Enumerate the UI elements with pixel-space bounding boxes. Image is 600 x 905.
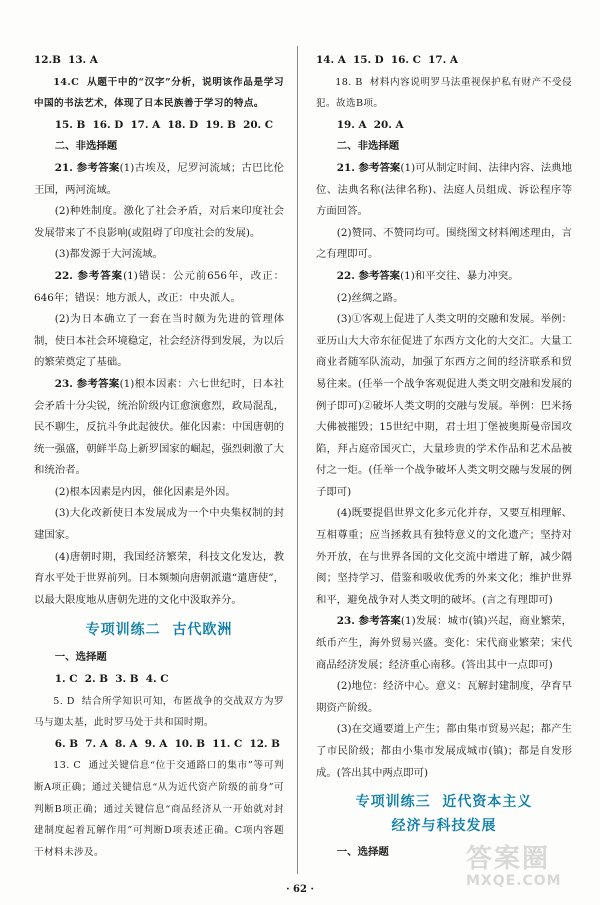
section-title: 专项训练二 古代欧洲 <box>85 622 233 639</box>
answer-line: 1. C 2. B 3. B 4. C <box>54 673 169 686</box>
answer-block: (3)在交通要道上产生；都由集市贸易兴起；都产生了市民阶级；都由小集市发展成城市(镇)；都是自发形成。(答出其中两点即可) <box>316 723 572 779</box>
watermark-logo: 答案圈 <box>466 844 551 874</box>
answer-block: (4)既要提倡世界文化多元化并存，又要互相理解、互相尊重；应当拯救具有独特意义的文化遗产；坚持对外开放，在与世界各国的文化交流中增进了解，减少隔阂；坚持学习、借鉴和吸收优秀的外来文化；维护世界和平，避免战争对人类文明的破坏。(言之有理即可) <box>316 507 572 606</box>
answer-block: (3)大化改新使日本发展成为一个中央集权制的封建国家。 <box>34 507 284 542</box>
answer-block: (2)根本因素是内因，催化因素是外因。 <box>54 485 236 498</box>
answer-block: (2)丝绸之路。 <box>336 291 404 304</box>
answer-block: (4)唐朝时期，我国经济繁荣，科技文化发达，教育水平处于世界前列。日本频频向唐朝派遣“遣唐使”，以最大限度地从唐朝先进的文化中汲取养分。 <box>34 550 284 606</box>
answer-block: 23. 参考答案(1)根本因素：六七世纪时，日本社会矛盾十分尖锐，统治阶级内讧愈演愈烈，政局混乱，民不聊生，反抗斗争此起彼伏。催化因素：中国唐朝的统一强盛，朝鲜半岛上新罗国家的崛起，强烈刺激了大和统治者。 <box>34 377 285 477</box>
section-title-line: 专项训练三 近代资本主义 <box>355 794 533 811</box>
answer-block: 23. 参考答案(1)发展：城市(镇)兴起，商业繁荣，纸币产生，海外贸易兴盛。变化：宋代商业繁荣；宋代商品经济发展；经济重心南移。(答出其中一点即可) <box>316 615 572 671</box>
left-column <box>34 50 284 863</box>
section-heading: 二、非选择题 <box>336 140 400 153</box>
answer-line: 6. B 7. A 8. A 9. A 10. B 11. C 12. B <box>54 737 280 750</box>
answer-block: (3)①客观上促进了人类文明的交融和发展。举例：亚历山大大帝东征促进了东西方文化的大交汇。大量工商业者随军队流动，加强了东西方之间的经济联系和贸易往来。(任举一个战争客观促进人类文明交融和发展的例子即可)②破坏人类文明的交融与发展。举例：巴米扬大佛被摧毁；15世纪中期，君士坦丁堡被奥斯曼帝国攻陷，拜占庭帝国灭亡，大量珍贵的学术作品和艺术品被付之一炬。(任举一个战争破坏人类文明交融与发展的例子即可) <box>316 313 572 498</box>
answer-block: 22. 参考答案(1)错误：公元前656年，改正：646年；错误：地方派人，改正：中央派人。 <box>34 269 284 304</box>
answer-block: 21. 参考答案(1)可从制定时间、法律内容、法典地位、法典名称(法律名称)、法庭人员组成、诉讼程序等方面回答。 <box>316 161 573 218</box>
page-number: · 62 · <box>286 884 314 895</box>
answer-block: (2)种姓制度。激化了社会矛盾，对后来印度社会发展带来了不良影响(或阻碍了印度社会的发展)。 <box>34 205 284 239</box>
answer-block: (3)都发源于大河流域。 <box>54 248 164 261</box>
answer-block: 22. 参考答案(1)和平交往、暴力冲突。 <box>336 269 519 282</box>
column-divider <box>297 46 298 874</box>
answer-line: 13. C 通过关键信息“位于交通路口的集市”等可判断A项正确；通过关键信息“从为近代资产阶级的前身”可判断B项正确；通过关键信息“商品经济从一开始就对封建制度起着瓦解作用”可判断D项表述正确。C项内容题干材料未涉及。 <box>34 760 284 858</box>
answer-line: 12.B 13. A <box>34 54 98 66</box>
answer-block: (2)地位：经济中心。意义：瓦解封建制度，孕育早期资产阶级。 <box>316 680 572 714</box>
watermark-url: MXQE.COM <box>466 873 562 889</box>
answer-line: 14.C 从题干中的“汉字”分析，说明该作品是学习中国的书法艺术，体现了日本民族善于学习的特点。 <box>34 76 284 110</box>
section-heading: 一、选择题 <box>336 846 389 859</box>
section-heading: 二、非选择题 <box>54 140 118 153</box>
section-heading: 一、选择题 <box>54 651 107 664</box>
answer-line: 18. B 材料内容说明罗马法重视保护私有财产不受侵犯。故选B项。 <box>316 76 572 110</box>
answer-line: 14. A 15. D 16. C 17. A <box>316 54 458 66</box>
answer-block: (2)为日本确立了一套在当时颇为先进的管理体制，使日本社会环境稳定，社会经济得到发展，为以后的繁荣奠定了基础。 <box>34 313 284 369</box>
right-column <box>316 50 572 864</box>
section-title <box>316 790 572 838</box>
answer-line: 5. D 结合所学知识可知，布匿战争的交战双方为罗马与迦太基，此时罗马处于共和国时期。 <box>34 695 284 729</box>
watermark <box>466 845 586 895</box>
section-title-line: 经济与科技发展 <box>391 818 497 835</box>
answer-line: 19. A 20. A <box>336 118 404 131</box>
answer-block: 21. 参考答案(1)古埃及，尼罗河流域；古巴比伦王国，两河流域。 <box>34 161 285 196</box>
answer-line: 15. B 16. D 17. A 18. D 19. B 20. C <box>54 118 274 131</box>
answer-block: (2)赞同、不赞同均可。围绕图文材料阐述理由，言之有理即可。 <box>316 226 572 261</box>
